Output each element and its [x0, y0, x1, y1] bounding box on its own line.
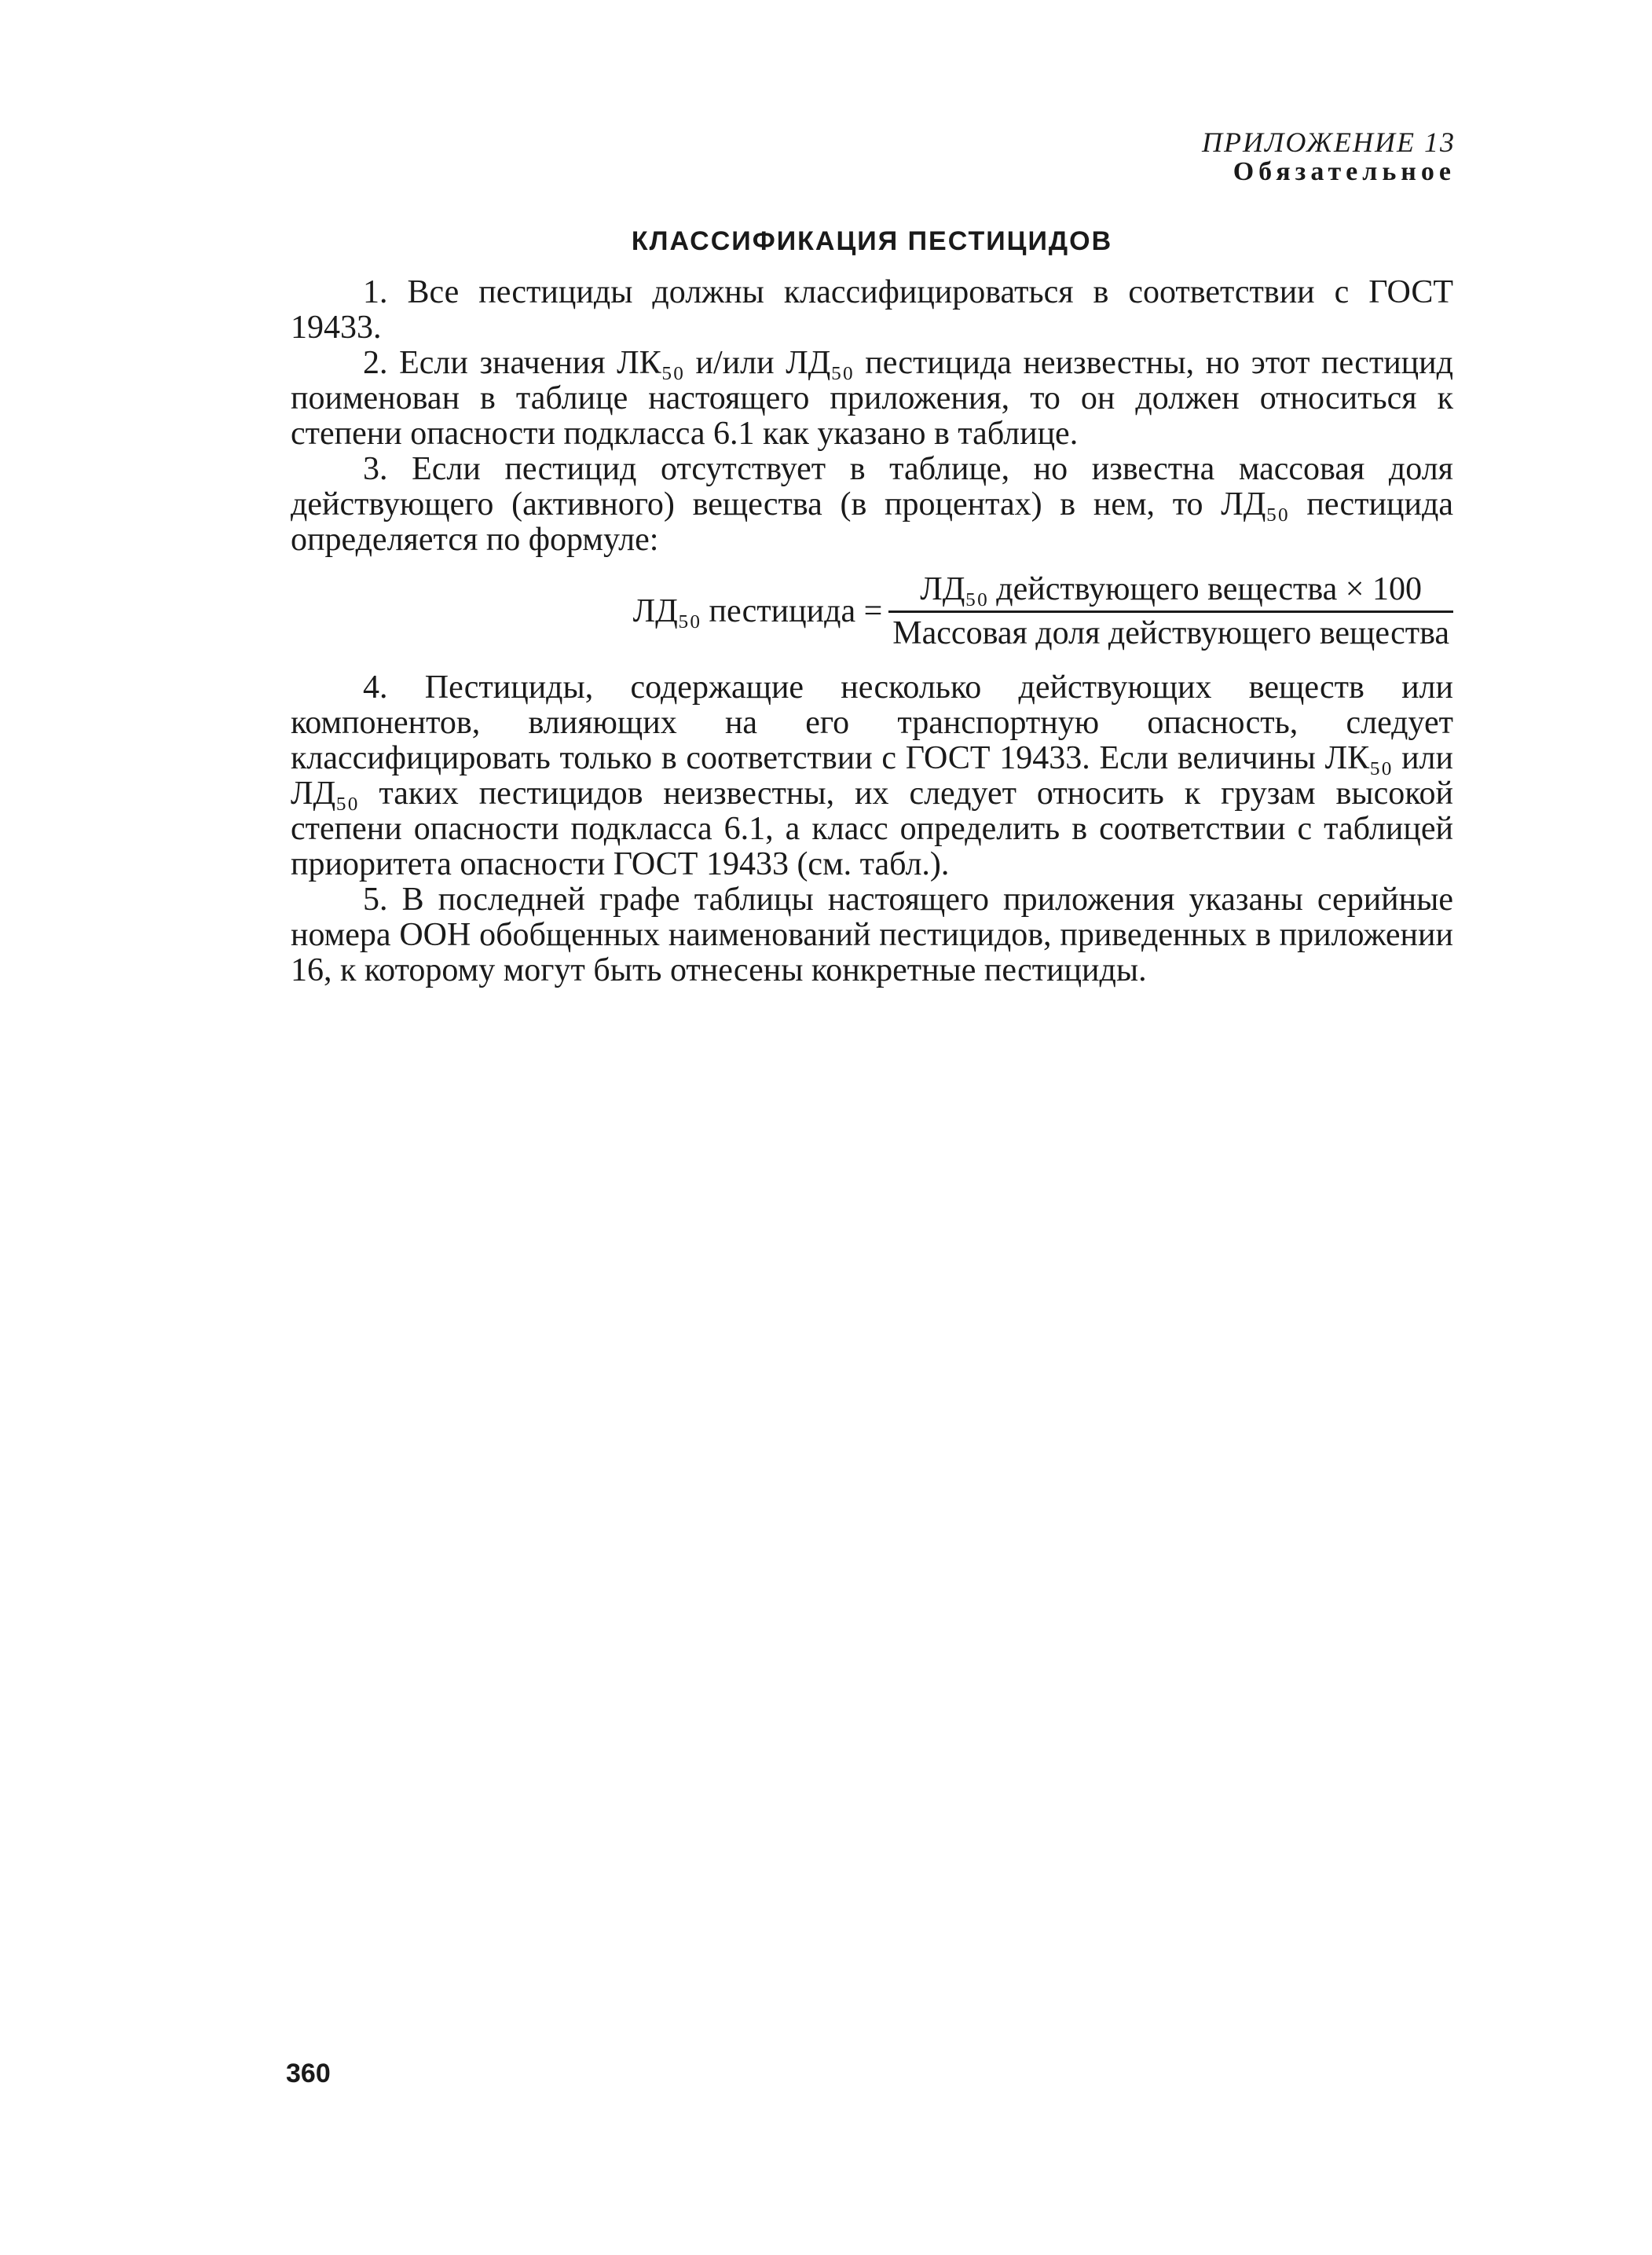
- appendix-status: Обязательное: [1233, 157, 1456, 186]
- document-body: [291, 275, 1453, 988]
- paragraph-1: 1. Все пестициды должны классифицироваться в соответствии с ГОСТ 19433.: [291, 274, 1453, 346]
- paragraph-5: 5. В последней графе таблицы настоящего приложения указаны серийные номера ООН обобщенных наименований пестицидов, приведенных в приложении 16, к которому могут быть отнесены конкретные пестициды.: [291, 882, 1453, 988]
- paragraph-4: 4. Пестициды, содержащие несколько действующих веществ или компонентов, влияющих на его транспортную опасность, следует классифицировать только в соответствии с ГОСТ 19433. Если величины ЛК₅₀ или ЛД₅₀ таких пестицидов неизвестны, их следует относить к грузам высокой степени опасности подкласса 6.1, а класс определить в соответствии с таблицей приоритета опасности ГОСТ 19433 (см. табл.).: [291, 669, 1453, 882]
- formula-denominator: Массовая доля действующего вещества: [892, 615, 1449, 651]
- formula-numerator: ЛД₅₀ действующего вещества × 100: [888, 572, 1453, 613]
- paragraph-2: 2. Если значения ЛК₅₀ и/или ЛД₅₀ пестицида неизвестны, но этот пестицид поименован в таблице настоящего приложения, то он должен относиться к степени опасности подкласса 6.1 как указано в таблице.: [291, 345, 1453, 452]
- formula-fraction: [888, 572, 1453, 651]
- paragraph-3: 3. Если пестицид отсутствует в таблице, но известна массовая доля действующего (активного) вещества (в процентах) в нем, то ЛД₅₀ пестицида определяется по формуле:: [291, 451, 1453, 558]
- page-title: КЛАССИФИКАЦИЯ ПЕСТИЦИДОВ: [631, 226, 1113, 256]
- ld50-formula: [291, 572, 1453, 651]
- appendix-label: ПРИЛОЖЕНИЕ 13: [1202, 126, 1456, 158]
- formula-lhs: ЛД₅₀ пестицида =: [632, 593, 883, 629]
- page-number: 360: [286, 2059, 331, 2088]
